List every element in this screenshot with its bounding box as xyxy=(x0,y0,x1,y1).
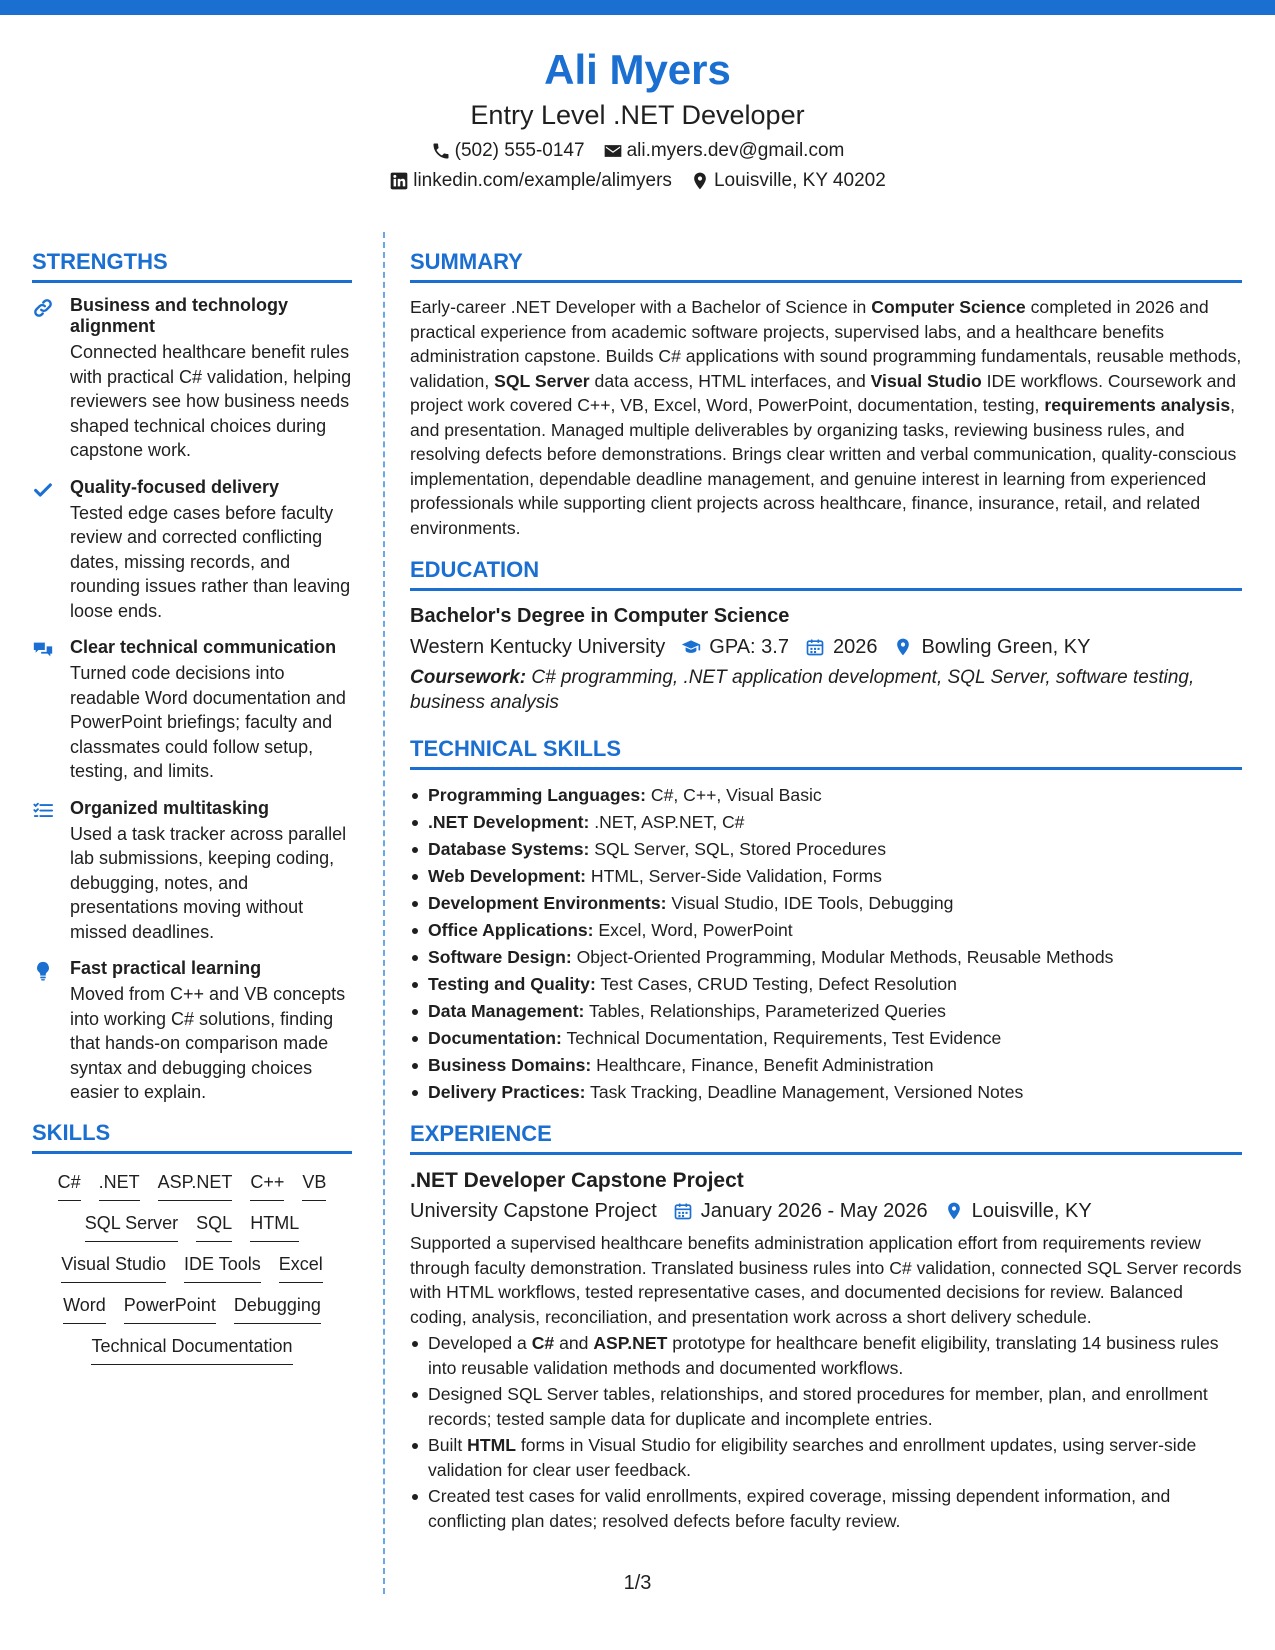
list-item xyxy=(410,1382,1242,1431)
skill-value: C#, C++, Visual Basic xyxy=(646,785,822,805)
linkedin-icon xyxy=(389,171,409,191)
coursework-text: C# programming, .NET application development, SQL Server, software testing, business analysis xyxy=(410,667,1195,713)
skill-label: Software Design: xyxy=(428,947,572,967)
skill-chip: SQL Server xyxy=(85,1211,178,1242)
list-item xyxy=(410,863,1242,890)
job-meta xyxy=(410,1197,1242,1225)
experience-title: EXPERIENCE xyxy=(410,1120,1242,1155)
top-accent-bar xyxy=(0,0,1275,15)
strength-title: Quality-focused delivery xyxy=(70,476,280,497)
summary-text: completed in 2026 and practical experience from academic software projects, supervised labs, and a healthcare benefits administration capstone. Builds C# applications with sound programming fundamentals, reusable methods, validation, xyxy=(410,297,1242,391)
page-number: 1/3 xyxy=(623,1572,652,1594)
strength-text: Used a task tracker across parallel lab submissions, keeping coding, debugging, notes, and presentations moving without missed deadlines. xyxy=(70,823,347,942)
skill-value: Visual Studio, IDE Tools, Debugging xyxy=(666,893,954,913)
school-name: Western Kentucky University xyxy=(410,636,666,658)
strengths-title: STRENGTHS xyxy=(32,248,352,283)
education-year xyxy=(805,633,878,661)
skill-value: Task Tracking, Deadline Management, Versioned Notes xyxy=(585,1082,1024,1102)
job-location xyxy=(944,1197,1092,1225)
list-item xyxy=(410,944,1242,971)
job-bullets xyxy=(410,1331,1242,1533)
strength-text: Tested edge cases before faculty review and corrected conflicting dates, missing records, and rounding issues rather than leaving loose ends. xyxy=(70,502,351,621)
year-text: 2026 xyxy=(832,636,878,658)
strength-title: Business and technology alignment xyxy=(70,295,289,336)
map-pin-icon xyxy=(690,171,710,191)
summary-text: IDE workflows. Coursework and project work covered C++, VB, Excel, Word, PowerPoint, documentation, testing, xyxy=(410,370,1236,415)
strength-title: Clear technical communication xyxy=(70,637,337,657)
list-item xyxy=(410,809,1242,836)
skill-chip: VB xyxy=(302,1170,326,1201)
strength-item xyxy=(32,637,352,784)
skill-label: Programming Languages: xyxy=(428,785,646,805)
list-item xyxy=(410,1025,1242,1052)
skill-chip: C# xyxy=(58,1170,81,1201)
bullet-bold: C# xyxy=(531,1333,555,1353)
candidate-name: Ali Myers xyxy=(544,46,731,93)
skill-chip: PowerPoint xyxy=(124,1293,216,1324)
summary-bold: requirements analysis xyxy=(1044,395,1231,415)
phone-text: (502) 555-0147 xyxy=(454,140,585,161)
skill-chip: IDE Tools xyxy=(184,1252,261,1283)
job-dates xyxy=(673,1197,928,1225)
contact-row-1 xyxy=(0,138,1275,164)
skill-chip: C++ xyxy=(250,1170,284,1201)
education-school xyxy=(410,633,665,661)
list-item xyxy=(410,836,1242,863)
skill-label: Delivery Practices: xyxy=(428,1082,586,1102)
job-title: .NET Developer Capstone Project xyxy=(410,1169,744,1192)
bullet-bold: ASP.NET xyxy=(593,1333,668,1353)
skill-chip: HTML xyxy=(250,1211,299,1242)
bullet-text: Built xyxy=(428,1435,468,1455)
right-column xyxy=(410,248,1242,1535)
skill-value: SQL Server, SQL, Stored Procedures xyxy=(589,839,886,859)
link-icon xyxy=(32,297,54,319)
skill-chip: Visual Studio xyxy=(61,1252,166,1283)
skill-chip: Excel xyxy=(279,1252,323,1283)
education-degree: Bachelor's Degree in Computer Science xyxy=(410,605,790,627)
strength-item xyxy=(32,798,352,945)
summary-text: Early-career .NET Developer with a Bachelor of Science in xyxy=(410,297,872,317)
gpa-text: GPA: 3.7 xyxy=(709,636,789,658)
job-location-text: Louisville, KY xyxy=(971,1200,1092,1222)
skill-label: Web Development: xyxy=(428,866,587,886)
skill-label: Documentation: xyxy=(428,1028,562,1048)
list-item xyxy=(410,1052,1242,1079)
skill-chip: SQL xyxy=(196,1211,232,1242)
skill-value: Healthcare, Finance, Benefit Administration xyxy=(591,1055,934,1075)
list-item xyxy=(410,1433,1242,1482)
location-text: Louisville, KY 40202 xyxy=(713,170,886,191)
phone-icon xyxy=(431,141,451,161)
summary-text: , and presentation. Managed multiple deliverables by organizing tasks, reviewing business rules, and resolving defects before demonstrations. Brings clear written and verbal communication, quality-conscious implementation, dependable deadline management, and genuine interest in learning from experienced professionals while supporting client projects across healthcare, finance, insurance, retail, and related environments. xyxy=(410,395,1237,538)
bullet-text: and xyxy=(554,1333,594,1353)
summary-title: SUMMARY xyxy=(410,248,1242,283)
task-list-icon xyxy=(32,800,54,822)
skill-value: Tables, Relationships, Parameterized Queries xyxy=(584,1001,946,1021)
skill-value: Object-Oriented Programming, Modular Methods, Reusable Methods xyxy=(571,947,1114,967)
skill-value: HTML, Server-Side Validation, Forms xyxy=(586,866,882,886)
graduation-cap-icon xyxy=(681,637,701,657)
org-text: University Capstone Project xyxy=(410,1200,657,1222)
dates-text: January 2026 - May 2026 xyxy=(700,1200,928,1222)
skills-chips xyxy=(32,1166,352,1365)
edu-location-text: Bowling Green, KY xyxy=(921,636,1091,658)
linkedin-text: linkedin.com/example/alimyers xyxy=(413,170,672,191)
list-item xyxy=(410,890,1242,917)
bullet-bold: HTML xyxy=(467,1435,516,1455)
list-item xyxy=(410,1079,1242,1106)
skill-label: Testing and Quality: xyxy=(428,974,596,994)
education-gpa xyxy=(681,633,789,661)
skill-chip: ASP.NET xyxy=(158,1170,233,1201)
education-location xyxy=(893,633,1090,661)
bullet-text: Developed a xyxy=(428,1333,532,1353)
coursework-label: Coursework: xyxy=(410,667,527,688)
job-description: Supported a supervised healthcare benefits administration application effort from requirements review through faculty demonstration. Translated business rules into C# validation, connected SQL Server records with HTML workflows, tested representative cases, and documented decisions for review. Balanced coding, analysis, reconciliation, and presentation work across a short delivery schedule. xyxy=(410,1233,1242,1327)
strength-item xyxy=(32,295,352,463)
skill-label: .NET Development: xyxy=(428,812,590,832)
bullet-text: Designed SQL Server tables, relationships, and stored procedures for member, plan, and enrollment records; tested sample data for duplicate and incomplete entries. xyxy=(428,1384,1208,1429)
bullet-text: forms in Visual Studio for eligibility searches and enrollment updates, using server-side validation for clear user feedback. xyxy=(428,1435,1197,1480)
list-item xyxy=(410,782,1242,809)
skill-chip: Technical Documentation xyxy=(91,1334,292,1365)
contact-linkedin[interactable] xyxy=(389,168,672,194)
contact-row-2 xyxy=(0,168,1275,194)
skill-label: Office Applications: xyxy=(428,920,594,940)
calendar-icon xyxy=(805,637,825,657)
strength-text: Connected healthcare benefit rules with practical C# validation, helping reviewers see how business needs shaped technical choices during capstone work. xyxy=(70,342,352,460)
strength-item xyxy=(32,958,352,1105)
summary-bold: Visual Studio xyxy=(870,370,982,391)
check-icon xyxy=(32,479,54,501)
skill-value: Test Cases, CRUD Testing, Defect Resolution xyxy=(595,974,957,994)
strength-text: Moved from C++ and VB concepts into working C# solutions, finding that hands-on comparison made syntax and debugging choices easier to explain. xyxy=(70,984,346,1102)
list-item xyxy=(410,998,1242,1025)
skill-label: Data Management: xyxy=(428,1001,585,1021)
skill-value: Excel, Word, PowerPoint xyxy=(593,920,793,940)
lightbulb-icon xyxy=(32,960,54,982)
strength-title: Fast practical learning xyxy=(70,958,262,978)
technical-skills-list xyxy=(410,782,1242,1106)
list-item xyxy=(410,1331,1242,1380)
list-item xyxy=(410,971,1242,998)
strength-item xyxy=(32,477,352,624)
calendar-icon xyxy=(673,1201,693,1221)
envelope-icon xyxy=(603,141,623,161)
skills-title: SKILLS xyxy=(32,1119,352,1154)
candidate-role: Entry Level .NET Developer xyxy=(470,100,805,130)
map-pin-icon xyxy=(944,1201,964,1221)
education-title: EDUCATION xyxy=(410,556,1242,591)
chat-bubbles-icon xyxy=(32,639,54,661)
skill-label: Development Environments: xyxy=(428,893,667,913)
skill-label: Business Domains: xyxy=(428,1055,592,1075)
skill-value: Technical Documentation, Requirements, Test Evidence xyxy=(561,1028,1002,1048)
list-item xyxy=(410,917,1242,944)
coursework xyxy=(410,665,1242,715)
bullet-text: Created test cases for valid enrollments, expired coverage, missing dependent information, and conflicting plan dates; resolved defects before faculty review. xyxy=(428,1486,1171,1531)
list-item xyxy=(410,1484,1242,1533)
job-org xyxy=(410,1197,657,1225)
contact-email[interactable] xyxy=(603,138,845,164)
skill-chip: Word xyxy=(63,1293,106,1324)
map-pin-icon xyxy=(893,637,913,657)
skill-label: Database Systems: xyxy=(428,839,590,859)
summary-text: data access, HTML interfaces, and xyxy=(589,370,871,391)
left-column xyxy=(32,248,352,1365)
bullet-text: prototype for healthcare benefit eligibility, translating 14 business rules into reusable validation methods and documented workflows. xyxy=(428,1333,1219,1378)
strength-title: Organized multitasking xyxy=(70,797,270,818)
column-divider xyxy=(383,232,385,1594)
technical-skills-title: TECHNICAL SKILLS xyxy=(410,735,1242,770)
skill-value: .NET, ASP.NET, C# xyxy=(589,812,745,832)
skill-chip: .NET xyxy=(99,1170,140,1201)
strength-text: Turned code decisions into readable Word documentation and PowerPoint briefings; faculty and classmates could follow setup, testing, and limits. xyxy=(70,663,346,781)
resume-header xyxy=(0,44,1275,194)
summary-bold: SQL Server xyxy=(494,370,590,391)
summary-paragraph xyxy=(410,295,1242,540)
education-meta xyxy=(410,633,1242,661)
summary-bold: Computer Science xyxy=(871,297,1026,317)
email-text: ali.myers.dev@gmail.com xyxy=(626,140,845,161)
contact-phone xyxy=(431,138,585,164)
skill-chip: Debugging xyxy=(234,1293,321,1324)
contact-location xyxy=(690,168,886,194)
